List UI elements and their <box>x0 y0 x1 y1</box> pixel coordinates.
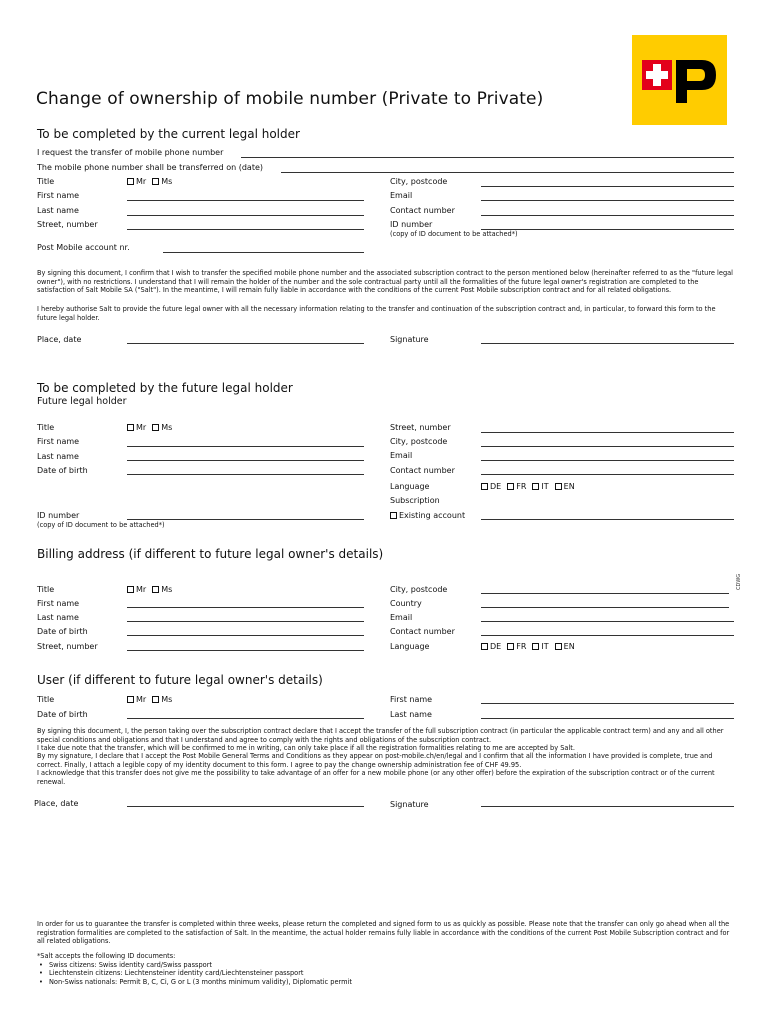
language-label: Language <box>390 642 430 651</box>
city-field[interactable] <box>481 186 734 187</box>
place-date-label: Place, date <box>34 799 79 808</box>
user-declaration-paragraph: By signing this document, I, the person taking over the subscription contract declare that I accept the transfer of the full subscription contract (in particular the applicable contract term) and any and all other special conditions and obligations and that I understand and agree to comply with the rights and obligations of the subscription contract. <box>37 727 724 744</box>
mr-checkbox[interactable] <box>127 424 134 431</box>
page-title: Change of ownership of mobile number (Private to Private) <box>36 89 544 109</box>
list-item: • Non-Swiss nationals: Permit B, C, Ci, G or L (3 months minimum validity), Diplomatic permit <box>37 978 352 986</box>
id-number-label: ID number <box>37 511 80 520</box>
first-name-label: First name <box>37 191 80 200</box>
language-de-label: DE <box>490 482 502 491</box>
city-field[interactable] <box>481 593 729 594</box>
transfer-date-label: The mobile phone number shall be transferred on (date) <box>37 163 264 172</box>
subscription-label: Subscription <box>390 496 440 505</box>
future-holder-heading: To be completed by the future legal holder <box>37 381 293 395</box>
place-date-field[interactable] <box>127 343 364 344</box>
dob-label: Date of birth <box>37 466 88 475</box>
last-name-field[interactable] <box>127 460 364 461</box>
title-label: Title <box>37 177 55 186</box>
footer-note: In order for us to guarantee the transfer is completed within three weeks, please return the completed and signed form to us as quickly as possible. Please note that the transfer can only go ahead when all the registration formalities are completed to the satisfaction of Salt. In the meantime, the actual holder remains fully liable in accordance with the conditions of the current Post Mobile Subscription contract and for all related obligations. <box>37 920 730 946</box>
request-label: I request the transfer of mobile phone number <box>37 148 224 157</box>
street-label: Street, number <box>37 220 98 229</box>
post-logo <box>632 35 727 125</box>
language-de-label: DE <box>490 642 502 651</box>
first-name-field[interactable] <box>127 200 364 201</box>
first-name-label: First name <box>37 437 80 446</box>
future-holder-subheading: Future legal holder <box>37 396 127 407</box>
user-acknowledgement: I acknowledge that this transfer does not give me the possibility to take advantage of an offer for a new mobile phone (or any other offer) before the expiration of the subscription contract or of the current renewal. <box>37 769 715 786</box>
email-field[interactable] <box>481 460 734 461</box>
contact-field[interactable] <box>481 474 734 475</box>
mr-label: Mr <box>136 423 147 432</box>
post-logo-icon <box>632 35 727 125</box>
email-label: Email <box>390 451 413 460</box>
last-name-label: Last name <box>390 710 432 719</box>
authorisation-paragraph: I hereby authorise Salt to provide the future legal owner with all the necessary information relating to the transfer and continuation of the subscription contract and, in particular, to forward this form to the future legal holder. <box>37 305 716 322</box>
language-fr-label: FR <box>516 482 527 491</box>
form-code: CDWG <box>736 573 742 590</box>
last-name-field[interactable] <box>127 621 364 622</box>
contact-field[interactable] <box>481 215 734 216</box>
account-field[interactable] <box>163 252 364 253</box>
language-en-label: EN <box>563 482 575 491</box>
last-name-label: Last name <box>37 206 79 215</box>
language-de-checkbox[interactable] <box>481 483 488 490</box>
street-field[interactable] <box>127 650 364 651</box>
language-it-label: IT <box>541 482 549 491</box>
street-field[interactable] <box>481 432 734 433</box>
dob-label: Date of birth <box>37 710 88 719</box>
signature-field[interactable] <box>481 343 734 344</box>
consent-paragraph: By signing this document, I confirm that I wish to transfer the specified mobile phone number and the associated subscription contract to the person mentioned below (hereinafter referred to as the "future legal owner"), with no restrictions. I understand that I will remain the holder of the number and the sole contractual party until all the formalities of the future legal owner's registration are completed to the satisfaction of Salt Mobile SA ("Salt"). In the meantime, I will remain fully liable in accordance with the conditions of the current Post Mobile subscription contract and for all related obligations. <box>37 269 733 295</box>
ms-checkbox[interactable] <box>152 586 159 593</box>
dob-field[interactable] <box>127 474 364 475</box>
transfer-date-field[interactable] <box>281 172 734 173</box>
ms-checkbox[interactable] <box>152 696 159 703</box>
ms-label: Ms <box>161 177 173 186</box>
language-label: Language <box>390 482 430 491</box>
signature-field[interactable] <box>481 806 734 807</box>
dob-label: Date of birth <box>37 627 88 636</box>
last-name-label: Last name <box>37 613 79 622</box>
language-fr-checkbox[interactable] <box>507 483 514 490</box>
street-field[interactable] <box>127 229 364 230</box>
contact-label: Contact number <box>390 206 455 215</box>
id-number-label: ID number <box>390 220 433 229</box>
id-note: (copy of ID document to be attached*) <box>37 521 165 529</box>
id-number-field[interactable] <box>481 229 734 230</box>
language-en-checkbox[interactable] <box>555 483 562 490</box>
email-field[interactable] <box>481 200 734 201</box>
place-date-label: Place, date <box>37 335 82 344</box>
title-label: Title <box>37 423 55 432</box>
city-label: City, postcode <box>390 585 448 594</box>
last-name-field[interactable] <box>481 718 734 719</box>
email-field[interactable] <box>481 621 734 622</box>
language-it-label: IT <box>541 642 549 651</box>
billing-heading: Billing address (if different to future legal owner's details) <box>37 547 384 561</box>
first-name-field[interactable] <box>127 607 364 608</box>
id-docs-list <box>37 961 352 986</box>
signature-label: Signature <box>390 800 429 809</box>
billing-language-options <box>481 642 581 651</box>
language-en-checkbox[interactable] <box>555 643 562 650</box>
ms-checkbox[interactable] <box>152 424 159 431</box>
mr-label: Mr <box>136 177 147 186</box>
existing-account-checkbox[interactable] <box>390 512 397 519</box>
mr-checkbox[interactable] <box>127 178 134 185</box>
language-it-checkbox[interactable] <box>532 483 539 490</box>
email-label: Email <box>390 613 413 622</box>
place-date-field[interactable] <box>127 806 364 807</box>
ms-label: Ms <box>161 695 173 704</box>
dob-field[interactable] <box>127 635 364 636</box>
title-label: Title <box>37 585 55 594</box>
future-language-options <box>481 482 581 491</box>
dob-field[interactable] <box>127 718 364 719</box>
existing-account-label: Existing account <box>399 511 466 520</box>
request-field[interactable] <box>241 157 734 158</box>
account-label: Post Mobile account nr. <box>37 243 130 252</box>
last-name-label: Last name <box>37 452 79 461</box>
first-name-field[interactable] <box>127 446 364 447</box>
title-label: Title <box>37 695 55 704</box>
street-label: Street, number <box>37 642 98 651</box>
language-fr-label: FR <box>516 642 527 651</box>
ms-checkbox[interactable] <box>152 178 159 185</box>
user-heading: User (if different to future legal owner's details) <box>37 673 323 687</box>
id-docs-heading: *Salt accepts the following ID documents: <box>37 952 176 960</box>
contact-label: Contact number <box>390 466 455 475</box>
id-note: (copy of ID document to be attached*) <box>390 230 518 238</box>
current-holder-heading: To be completed by the current legal holder <box>37 127 300 141</box>
language-en-label: EN <box>563 642 575 651</box>
list-item: • Swiss citizens: Swiss identity card/Swiss passport <box>37 961 352 969</box>
country-field[interactable] <box>481 607 729 608</box>
existing-account-field[interactable] <box>481 519 734 520</box>
mr-checkbox[interactable] <box>127 586 134 593</box>
contact-label: Contact number <box>390 627 455 636</box>
id-number-field[interactable] <box>127 519 364 520</box>
user-transfer-note: I take due note that the transfer, which will be confirmed to me in writing, can only take place if all the registration formalities relating to me are accepted by Salt. <box>37 744 575 752</box>
city-label: City, postcode <box>390 437 448 446</box>
street-label: Street, number <box>390 423 451 432</box>
mr-label: Mr <box>136 695 147 704</box>
ms-label: Ms <box>161 423 173 432</box>
email-label: Email <box>390 191 413 200</box>
first-name-field[interactable] <box>481 703 734 704</box>
first-name-label: First name <box>37 599 80 608</box>
user-terms-paragraph: By my signature, I declare that I accept the Post Mobile General Terms and Conditions as they appear on post-mobile.ch/en/legal and I confirm that all the information I have provided is complete, true and correct. Finally, I attach a legible copy of my identity document to this form. I agree to pay the change ownership administration fee of CHF 49.95. <box>37 752 713 769</box>
city-field[interactable] <box>481 446 734 447</box>
city-label: City, postcode <box>390 177 448 186</box>
mr-label: Mr <box>136 585 147 594</box>
language-fr-checkbox[interactable] <box>507 643 514 650</box>
mr-checkbox[interactable] <box>127 696 134 703</box>
country-label: Country <box>390 599 422 608</box>
language-de-checkbox[interactable] <box>481 643 488 650</box>
first-name-label: First name <box>390 695 433 704</box>
contact-field[interactable] <box>481 635 734 636</box>
last-name-field[interactable] <box>127 215 364 216</box>
list-item: • Liechtenstein citizens: Liechtensteiner identity card/Liechtensteiner passport <box>37 969 352 977</box>
ms-label: Ms <box>161 585 173 594</box>
language-it-checkbox[interactable] <box>532 643 539 650</box>
signature-label: Signature <box>390 335 429 344</box>
